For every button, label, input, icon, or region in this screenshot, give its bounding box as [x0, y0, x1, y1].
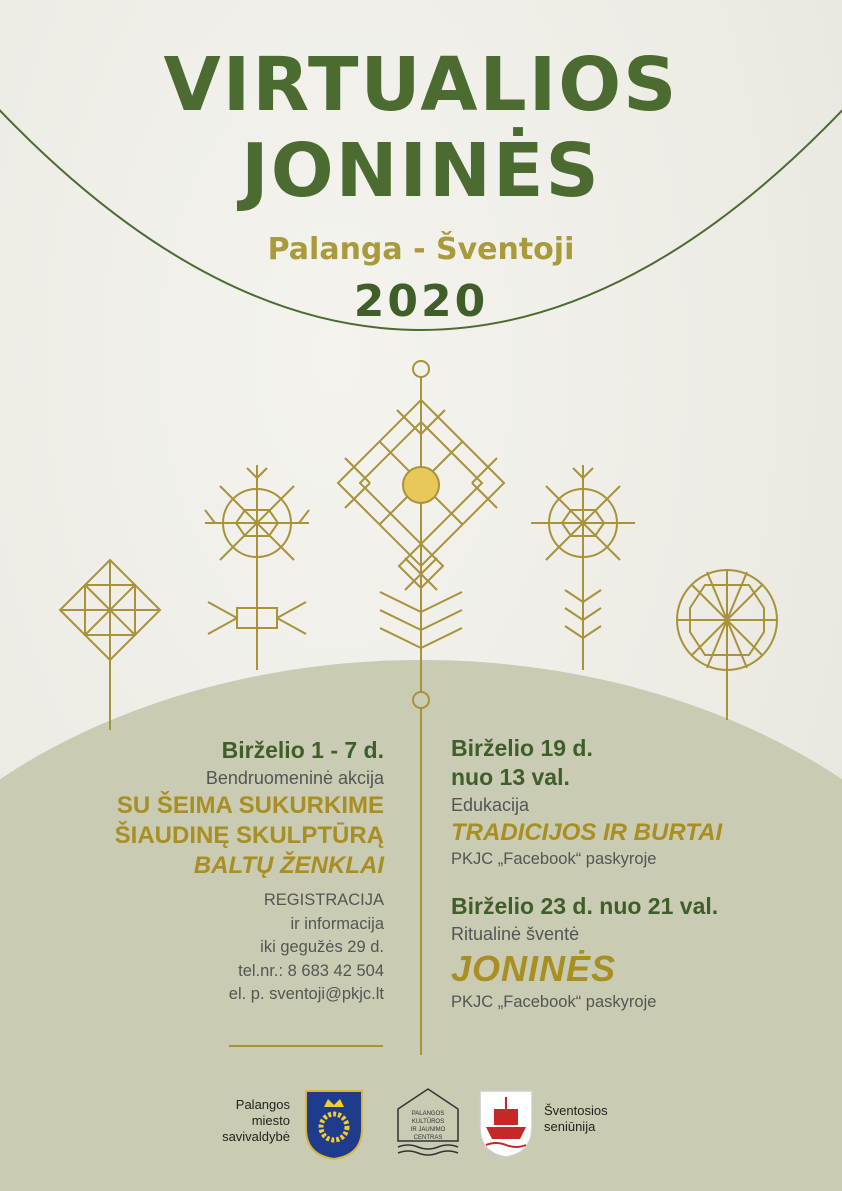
event-3-kind: Ritualinė šventė [451, 923, 580, 944]
event-2-time: nuo 13 val. [451, 764, 570, 790]
event-3-title: JONINĖS [451, 947, 617, 989]
pkjc-logo-icon [394, 1085, 462, 1161]
sventoji-coat-of-arms-icon [478, 1089, 534, 1159]
year: 2020 [353, 276, 489, 327]
place-subtitle: Palanga - Šventoji [267, 232, 575, 267]
palanga-coat-of-arms-icon [304, 1089, 364, 1161]
event-1-email: el. p. sventoji@pkjc.lt [228, 985, 384, 1003]
event-1-title-line-3: BALTŲ ŽENKLAI [193, 852, 384, 879]
sponsor-logos [0, 1085, 842, 1165]
event-1 [115, 736, 384, 1007]
events-right [451, 734, 722, 1014]
event-2-title: TRADICIJOS IR BURTAI [451, 819, 723, 846]
event-1-title-line-2: ŠIAUDINĘ SKULPTŪRĄ [114, 822, 384, 849]
title-line-2: JONINĖS [241, 128, 601, 214]
svg-text:PALANGOS: PALANGOS [411, 1111, 445, 1117]
svg-text:IR JAUNIMO: IR JAUNIMO [410, 1127, 446, 1133]
event-2-where: PKJC „Facebook“ paskyroje [451, 850, 657, 868]
event-3-where: PKJC „Facebook“ paskyroje [451, 992, 657, 1011]
event-2-date: Birželio 19 d. [451, 735, 593, 761]
sventoji-logo-text: Šventosios seniūnija [544, 1103, 608, 1134]
title-line-1: VIRTUALIOS [163, 42, 679, 128]
event-1-kind: Bendruomeninė akcija [205, 768, 384, 788]
svg-text:CENTRAS: CENTRAS [413, 1135, 443, 1141]
event-1-info: ir informacija [290, 914, 384, 933]
event-1-date: Birželio 1 - 7 d. [221, 737, 384, 763]
event-1-info: iki gegužės 29 d. [260, 938, 384, 956]
event-1-title-line-1: SU ŠEIMA SUKURKIME [116, 792, 384, 819]
event-1-info: REGISTRACIJA [263, 891, 384, 909]
palanga-logo-text: Palangos miesto savivaldybė [222, 1097, 290, 1144]
event-1-phone: tel.nr.: 8 683 42 504 [238, 961, 384, 980]
svg-text:KULTŪROS: KULTŪROS [411, 1119, 445, 1125]
event-3-date: Birželio 23 d. nuo 21 val. [451, 892, 719, 919]
event-2-kind: Edukacija [451, 795, 530, 815]
divider [229, 1045, 383, 1047]
